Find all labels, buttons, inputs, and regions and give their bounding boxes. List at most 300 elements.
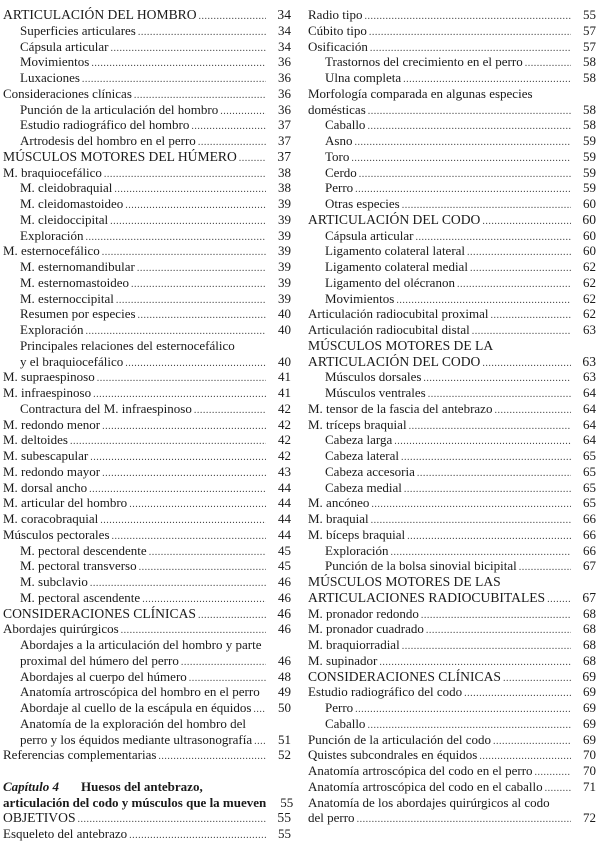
toc-entry-title: Perro (325, 180, 354, 196)
dot-leader (220, 104, 266, 120)
toc-entry[interactable] (3, 180, 291, 196)
toc-entry-title: M. supraespinoso (3, 369, 95, 385)
toc-entry[interactable] (3, 23, 291, 39)
toc-entry-title: ARTICULACIÓN DEL HOMBRO (3, 7, 197, 22)
dot-leader (239, 151, 266, 167)
dot-leader (198, 608, 266, 624)
toc-entry[interactable] (308, 39, 596, 55)
toc-page-number: 39 (278, 259, 291, 274)
toc-entry-title: MÚSCULOS MOTORES DE LAS (308, 574, 501, 589)
toc-page-number: 57 (583, 22, 596, 38)
toc-page-number: 67 (583, 558, 596, 574)
toc-entry-title: Anatomía artroscópica del hombro en el perro (20, 684, 260, 700)
toc-page-number: 39 (278, 243, 291, 259)
toc-page-number: 68 (583, 605, 596, 621)
toc-page-number: 36 (278, 54, 291, 70)
dot-leader (191, 119, 266, 135)
toc-entry-title: Anatomía artroscópica del codo en el perro (308, 763, 533, 778)
toc-entry[interactable] (3, 385, 291, 401)
toc-entry[interactable] (3, 117, 291, 133)
toc-page-number: 55 (583, 7, 596, 22)
toc-page-number: 64 (583, 416, 596, 432)
toc-entry-title: Cápsula articular (325, 227, 414, 243)
toc-entry[interactable] (3, 369, 291, 385)
toc-entry[interactable] (308, 669, 596, 685)
toc-entry[interactable] (3, 590, 291, 606)
toc-page-number: 37 (278, 133, 291, 148)
dot-leader (467, 245, 571, 261)
toc-entry-title: M. deltoides (3, 432, 68, 448)
toc-entry-title: Referencias complementarias (3, 747, 157, 763)
toc-entry[interactable] (3, 228, 291, 244)
toc-entry[interactable] (308, 779, 596, 795)
toc-page-number: 59 (583, 148, 596, 164)
dot-leader (129, 497, 266, 513)
toc-entry-title: Caballo (325, 715, 366, 731)
toc-entry-title: Asno (325, 133, 353, 148)
toc-page-number: 44 (278, 479, 291, 495)
toc-entry[interactable] (3, 653, 291, 669)
toc-entry-title: Abordajes al cuerpo del húmero (20, 668, 187, 684)
toc-entry[interactable] (308, 637, 596, 653)
dot-leader (457, 277, 571, 293)
toc-page-number: 37 (277, 148, 291, 164)
toc-entry[interactable] (308, 291, 596, 307)
toc-page-number: 59 (583, 133, 596, 148)
toc-page-number: 42 (278, 400, 291, 416)
toc-page-number: 63 (582, 353, 596, 369)
toc-entry[interactable] (3, 826, 291, 842)
toc-entry[interactable] (3, 558, 291, 574)
toc-entry-title: Cúbito tipo (308, 22, 367, 38)
toc-page-number: 69 (583, 700, 596, 715)
toc-entry[interactable] (3, 480, 291, 496)
toc-entry[interactable] (308, 212, 596, 228)
toc-entry-title: Otras especies (325, 196, 400, 211)
toc-page-number: 60 (583, 227, 596, 243)
toc-page-number: 39 (278, 196, 291, 211)
toc-entry[interactable] (3, 165, 291, 181)
toc-entry-title: Esqueleto del antebrazo (3, 826, 128, 841)
toc-entry-title: Morfología comparada en algunas especies (308, 85, 533, 101)
toc-entry-title: Ligamento del olécranon (325, 274, 455, 290)
toc-entry-title: M. redondo mayor (3, 463, 101, 479)
toc-entry[interactable] (308, 558, 596, 574)
dot-leader (102, 419, 266, 435)
toc-entry[interactable] (308, 543, 596, 559)
toc-entry[interactable] (308, 621, 596, 637)
toc-entry-title: MÚSCULOS MOTORES DEL HÚMERO (3, 148, 237, 164)
toc-page-number: 60 (583, 243, 596, 259)
toc-entry[interactable] (308, 354, 596, 370)
toc-entry-title: CONSIDERACIONES CLÍNICAS (308, 668, 501, 684)
toc-entry[interactable] (308, 716, 596, 732)
dot-leader (409, 419, 571, 435)
toc-entry[interactable] (308, 401, 596, 417)
toc-entry-title: Ulna completa (325, 70, 402, 85)
dot-leader (470, 261, 571, 277)
dot-leader (359, 167, 571, 183)
toc-entry[interactable] (3, 794, 294, 811)
dot-leader (91, 56, 266, 72)
toc-page-number: 36 (278, 85, 291, 101)
toc-entry-title: M. braquial (308, 511, 369, 526)
toc-entry[interactable] (308, 747, 596, 763)
toc-entry-title: Ligamento colateral lateral (325, 243, 466, 259)
toc-entry-title: Trastornos del crecimiento en el perro (325, 54, 523, 70)
toc-page-number: 69 (583, 684, 596, 700)
toc-entry[interactable] (3, 669, 291, 685)
toc-entry[interactable] (3, 149, 291, 165)
toc-entry[interactable] (3, 70, 291, 86)
toc-entry-title: M. esternomandibular (20, 259, 135, 274)
toc-entry-title: Exploración (325, 542, 389, 558)
chapter-label: Capítulo 4 (3, 778, 59, 794)
dot-leader (70, 434, 266, 450)
toc-entry-title: M. pectoral transverso (20, 558, 137, 574)
toc-page-number: 44 (278, 495, 291, 511)
toc-entry[interactable] (308, 54, 596, 70)
dot-leader (254, 734, 266, 750)
toc-entry[interactable] (308, 385, 596, 401)
toc-entry (308, 795, 596, 811)
toc-entry[interactable] (308, 180, 596, 196)
toc-page-number: 72 (583, 810, 596, 826)
toc-entry-title: Exploración (20, 322, 84, 337)
dot-leader (114, 182, 266, 198)
toc-entry-title: Anatomía de los abordajes quirúrgicos al codo (308, 794, 550, 810)
toc-entry[interactable] (3, 354, 291, 370)
toc-entry (3, 338, 291, 354)
toc-entry-title: Abordajes a la articulación del hombro y parte (20, 637, 262, 652)
dot-leader (464, 686, 571, 702)
toc-entry[interactable] (308, 732, 596, 748)
toc-entry-title: Ligamento colateral medial (325, 259, 468, 274)
toc-entry[interactable] (308, 527, 596, 543)
toc-page-number: 44 (278, 526, 291, 542)
toc-entry-title: M. pronador redondo (308, 605, 419, 621)
toc-entry[interactable] (3, 511, 291, 527)
toc-entry (308, 574, 596, 590)
toc-entry-title: Quistes subcondrales en équidos (308, 747, 478, 763)
toc-entry-title: Movimientos (325, 290, 395, 306)
toc-entry-title: M. subescapular (3, 448, 89, 463)
toc-column-right (308, 7, 596, 826)
dot-leader (417, 466, 571, 482)
toc-entry[interactable] (3, 86, 291, 102)
toc-page-number: 55 (278, 826, 291, 841)
toc-entry[interactable] (308, 133, 596, 149)
toc-entry[interactable] (308, 432, 596, 448)
toc-page-number: 52 (278, 747, 291, 763)
toc-entry[interactable] (3, 39, 291, 55)
toc-entry[interactable] (3, 275, 291, 291)
dot-leader (493, 734, 571, 750)
toc-entry[interactable] (3, 7, 291, 23)
toc-entry[interactable] (3, 810, 291, 826)
toc-entry[interactable] (3, 243, 291, 259)
toc-entry-title: Cabeza larga (325, 432, 393, 448)
toc-entry[interactable] (308, 810, 596, 826)
toc-entry-title: M. esternocefálico (3, 243, 100, 259)
dot-leader (494, 403, 571, 419)
toc-entry[interactable] (3, 417, 291, 433)
toc-entry[interactable] (308, 684, 596, 700)
dot-leader (421, 608, 571, 624)
toc-entry[interactable] (3, 322, 291, 338)
toc-page-number: 59 (583, 180, 596, 196)
toc-page-number: 45 (278, 558, 291, 574)
dot-leader (351, 151, 571, 167)
toc-entry[interactable] (308, 243, 596, 259)
toc-entry[interactable] (308, 70, 596, 86)
toc-page-number: 46 (277, 605, 291, 621)
toc-entry[interactable] (308, 23, 596, 39)
toc-page-number: 39 (278, 227, 291, 243)
toc-entry-title: M. bíceps braquial (308, 526, 406, 542)
toc-entry[interactable] (3, 54, 291, 70)
toc-entry-title: CONSIDERACIONES CLÍNICAS (3, 605, 196, 621)
toc-page-number: 71 (583, 778, 596, 794)
dot-leader (354, 135, 571, 151)
toc-entry[interactable] (308, 700, 596, 716)
toc-page-number: 68 (583, 621, 596, 637)
toc-page-number: 62 (583, 274, 596, 290)
toc-page-number: 60 (583, 196, 596, 211)
toc-page-number: 46 (278, 652, 291, 668)
dot-leader (423, 371, 571, 387)
toc-entry-title: Cabeza medial (325, 479, 402, 495)
blank-line (3, 763, 291, 779)
toc-entry[interactable] (3, 401, 291, 417)
toc-entry (3, 716, 291, 732)
dot-leader (137, 261, 266, 277)
dot-leader (129, 828, 266, 844)
toc-entry[interactable] (3, 495, 291, 511)
toc-entry[interactable] (308, 165, 596, 181)
toc-entry[interactable] (308, 7, 596, 23)
dot-leader (125, 198, 266, 214)
toc-page-number: 38 (278, 180, 291, 196)
dot-leader (86, 230, 266, 246)
toc-entry-title: ARTICULACIÓN DEL CODO (308, 353, 481, 369)
toc-entry[interactable] (3, 684, 291, 700)
dot-leader (369, 25, 571, 41)
toc-entry[interactable] (308, 369, 596, 385)
toc-entry[interactable] (3, 543, 291, 559)
dot-leader (102, 466, 266, 482)
toc-entry[interactable] (308, 117, 596, 133)
toc-entry[interactable] (308, 495, 596, 511)
toc-entry[interactable] (308, 149, 596, 165)
toc-entry[interactable] (3, 621, 291, 637)
toc-page-number: 58 (583, 117, 596, 133)
toc-page-number: 64 (583, 385, 596, 400)
toc-page-number: 69 (582, 668, 596, 684)
toc-entry-title: ARTICULACIÓN DEL CODO (308, 211, 481, 227)
toc-page-number: 46 (278, 574, 291, 589)
toc-entry-title: M. supinador (308, 652, 378, 668)
toc-entry[interactable] (3, 527, 291, 543)
toc-entry-title: M. subclavio (20, 574, 88, 589)
toc-entry[interactable] (3, 700, 291, 716)
toc-page-number: 42 (278, 432, 291, 448)
toc-entry[interactable] (308, 590, 596, 606)
toc-entry[interactable] (3, 306, 291, 322)
toc-page-number: 69 (583, 731, 596, 747)
toc-entry[interactable] (308, 228, 596, 244)
toc-entry[interactable] (308, 653, 596, 669)
toc-entry[interactable] (308, 306, 596, 322)
toc-page-number: 39 (278, 211, 291, 227)
toc-page-number: 40 (278, 306, 291, 322)
toc-page-number: 55 (280, 794, 294, 810)
dot-leader (368, 104, 571, 120)
toc-page-number: 65 (583, 495, 596, 511)
toc-entry-title: Exploración (20, 227, 84, 243)
toc-entry[interactable] (308, 102, 596, 118)
toc-entry[interactable] (308, 275, 596, 291)
toc-entry-title: Movimientos (20, 54, 90, 70)
toc-page-number: 39 (278, 290, 291, 306)
toc-entry-title: Principales relaciones del esternocefálico (20, 337, 235, 353)
toc-entry[interactable] (3, 102, 291, 118)
toc-entry[interactable] (308, 511, 596, 527)
toc-entry-title: M. esternoccipital (20, 290, 114, 306)
toc-page-number: 64 (583, 432, 596, 448)
toc-page-number: 50 (278, 700, 291, 715)
toc-page-number: 57 (583, 38, 596, 54)
toc-column-left (3, 7, 294, 842)
toc-page-number: 67 (582, 589, 596, 605)
toc-entry[interactable] (308, 480, 596, 496)
toc-entry[interactable] (308, 606, 596, 622)
toc-entry[interactable] (308, 417, 596, 433)
toc-entry-title: Consideraciones clínicas (3, 85, 132, 101)
dot-leader (401, 450, 571, 466)
toc-entry[interactable] (3, 606, 291, 622)
toc-page-number: 41 (278, 369, 291, 385)
dot-leader (199, 9, 266, 25)
toc-entry (3, 637, 291, 653)
toc-entry[interactable] (3, 133, 291, 149)
toc-entry-title: M. tríceps braquial (308, 416, 407, 432)
toc-page-number: 51 (278, 731, 291, 747)
toc-entry-title: y el braquiocefálico (20, 353, 124, 369)
toc-entry-title: Punción de la articulación del codo (308, 731, 492, 747)
toc-entry-title: perro y los équidos mediante ultrasonografía (20, 731, 253, 747)
toc-entry[interactable] (308, 464, 596, 480)
toc-entry-title: M. redondo menor (3, 416, 101, 432)
toc-entry[interactable] (3, 291, 291, 307)
toc-page-number: 38 (278, 164, 291, 180)
toc-page-number: 62 (583, 306, 596, 322)
toc-entry-title: Articulación radiocubital distal (308, 322, 470, 337)
dot-leader (116, 293, 266, 309)
dot-leader (426, 623, 571, 639)
toc-entry-title: M. ancóneo (308, 495, 370, 511)
dot-leader (125, 356, 266, 372)
dot-leader (402, 639, 571, 655)
toc-page-number: 46 (278, 621, 291, 637)
toc-entry-title: ARTICULACIONES RADIOCUBITALES (308, 589, 546, 605)
toc-entry[interactable] (3, 196, 291, 212)
toc-entry-title: Punción de la articulación del hombro (20, 101, 219, 117)
toc-entry[interactable] (308, 259, 596, 275)
toc-entry-title: Radio tipo (308, 7, 363, 22)
dot-leader (97, 371, 266, 387)
toc-entry-title: Articulación radiocubital proximal (308, 306, 489, 322)
toc-entry-title: Perro (325, 700, 354, 715)
toc-page-number: 65 (583, 463, 596, 479)
toc-entry (308, 338, 596, 354)
toc-entry[interactable] (3, 432, 291, 448)
toc-entry-title: M. cleidoccipital (20, 211, 109, 227)
toc-page-number: 58 (583, 70, 596, 85)
toc-entry-title: M. coracobraquial (3, 511, 99, 526)
toc-page-number: 45 (278, 542, 291, 558)
toc-entry-title: M. pectoral ascendente (20, 589, 141, 605)
toc-entry-title: Anatomía artroscópica del codo en el caballo (308, 778, 543, 794)
dot-leader (158, 749, 266, 765)
toc-entry[interactable] (3, 732, 291, 748)
toc-page-number: 34 (278, 38, 291, 54)
toc-entry-title: Contractura del M. infraespinoso (20, 400, 192, 416)
dot-leader (90, 450, 266, 466)
dot-leader (181, 655, 266, 671)
toc-page-number: 65 (583, 448, 596, 463)
toc-entry-title: Músculos dorsales (325, 369, 422, 385)
toc-page-number: 60 (582, 211, 596, 227)
toc-entry-title: OBJETIVOS (3, 810, 76, 826)
toc-entry-title: M. pronador cuadrado (308, 621, 424, 637)
toc-entry-title: M. cleidobraquial (20, 180, 113, 196)
toc-entry[interactable] (3, 448, 291, 464)
toc-entry-title: Anatomía de la exploración del hombro del (20, 715, 246, 731)
toc-entry[interactable] (308, 763, 596, 779)
toc-page-number: 62 (583, 259, 596, 274)
toc-entry-title: M. braquiocefálico (3, 164, 102, 180)
toc-entry[interactable] (3, 747, 291, 763)
toc-entry[interactable] (3, 259, 291, 275)
toc-entry[interactable] (3, 464, 291, 480)
toc-page-number: 37 (278, 117, 291, 133)
toc-entry[interactable] (308, 196, 596, 212)
dot-leader (482, 214, 571, 230)
dot-leader (503, 671, 571, 687)
toc-entry-title: Punción de la bolsa sinovial bicipital (325, 558, 517, 574)
dot-leader (404, 482, 571, 498)
toc-page-number: 46 (278, 589, 291, 605)
chapter-title: Huesos del antebrazo, (81, 778, 203, 794)
toc-entry-title: Músculos pectorales (3, 526, 110, 542)
toc-page-number: 63 (583, 322, 596, 337)
dot-leader (394, 434, 571, 450)
toc-page-number: 40 (278, 322, 291, 337)
toc-entry[interactable] (3, 574, 291, 590)
dot-leader (253, 702, 266, 718)
toc-page-number: 49 (278, 684, 291, 700)
dot-leader (519, 560, 571, 576)
toc-page-number: 55 (277, 810, 291, 826)
toc-entry-title: del perro (308, 810, 355, 826)
toc-page-number: 36 (278, 101, 291, 117)
toc-entry[interactable] (308, 448, 596, 464)
toc-entry[interactable] (308, 322, 596, 338)
toc-entry-title: Cabeza accesoria (325, 463, 415, 479)
toc-page-number: 39 (278, 274, 291, 290)
toc-entry[interactable] (3, 212, 291, 228)
